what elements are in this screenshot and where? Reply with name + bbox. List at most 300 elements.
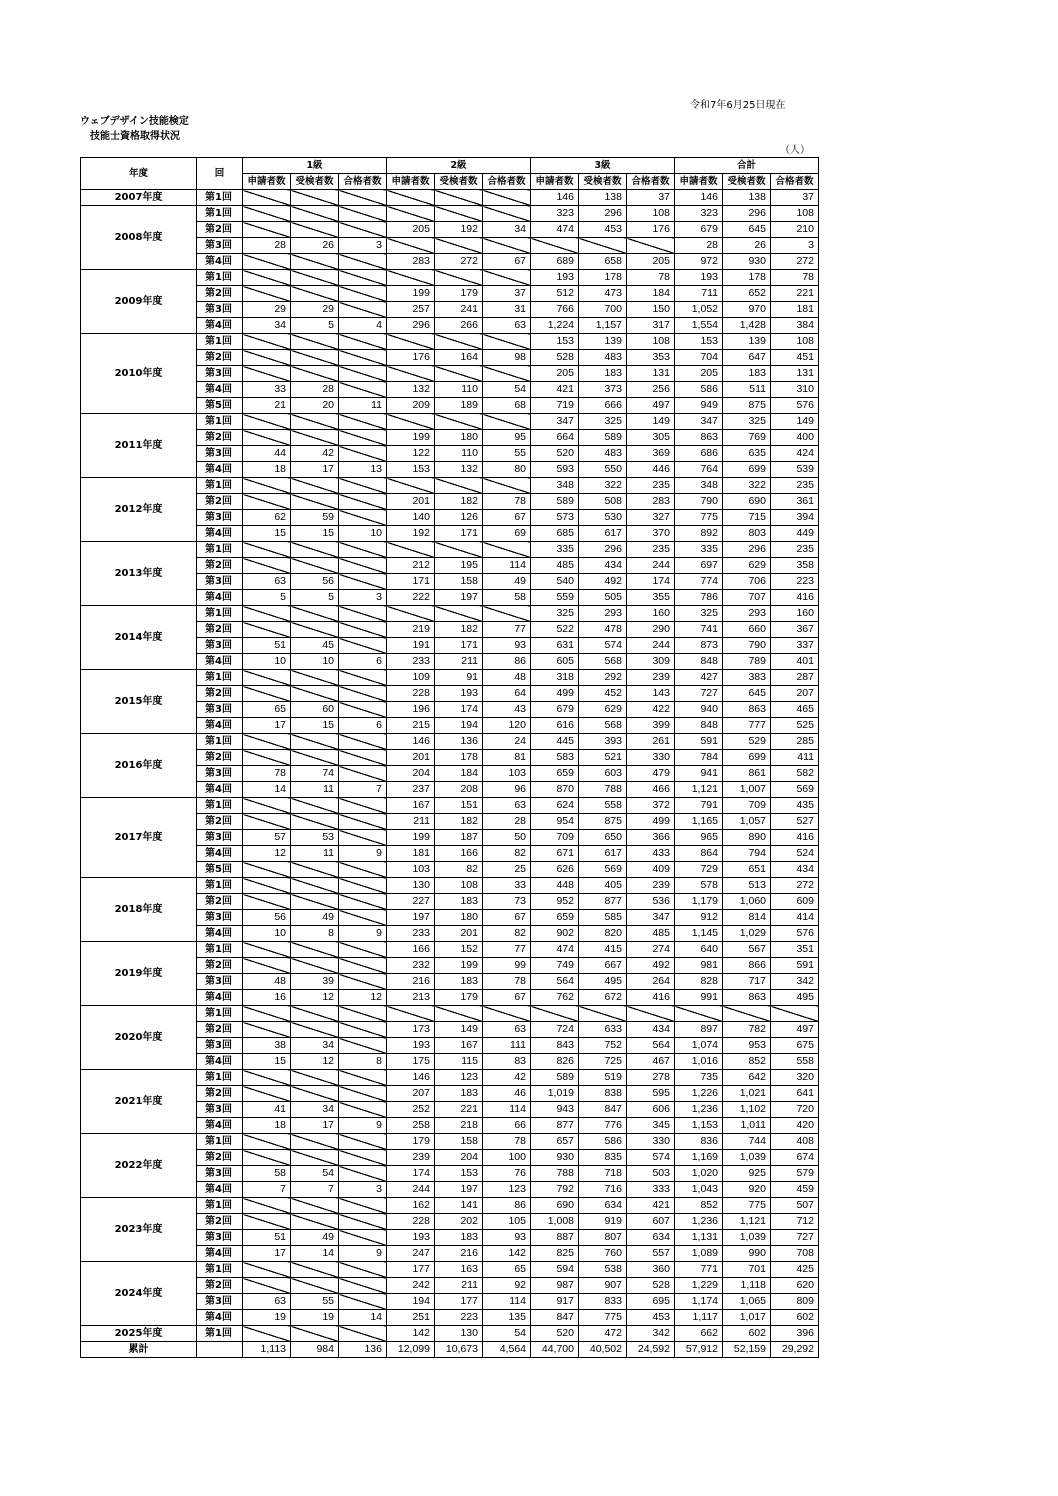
- value-cell: 686: [675, 446, 723, 462]
- value-cell: 67: [483, 510, 531, 526]
- empty-slash-cell: [483, 238, 531, 254]
- value-cell: 325: [723, 414, 771, 430]
- kai-cell: 第4回: [197, 718, 243, 734]
- empty-slash-cell: [435, 606, 483, 622]
- value-cell: 492: [579, 574, 627, 590]
- value-cell: 695: [627, 1294, 675, 1310]
- value-cell: 473: [579, 286, 627, 302]
- value-cell: 199: [387, 830, 435, 846]
- value-cell: 77: [483, 942, 531, 958]
- table-row: [81, 478, 819, 494]
- empty-slash-cell: [435, 206, 483, 222]
- sub-header: 合格者数: [771, 174, 819, 190]
- value-cell: 794: [723, 846, 771, 862]
- value-cell: 91: [435, 670, 483, 686]
- empty-slash-cell: [339, 1134, 387, 1150]
- value-cell: 452: [579, 686, 627, 702]
- value-cell: 1,157: [579, 318, 627, 334]
- value-cell: 1,117: [675, 1310, 723, 1326]
- value-cell: 184: [435, 766, 483, 782]
- value-cell: 183: [579, 366, 627, 382]
- value-cell: 9: [339, 926, 387, 942]
- value-cell: 685: [531, 526, 579, 542]
- sub-header: 受検者数: [435, 174, 483, 190]
- value-cell: 408: [771, 1134, 819, 1150]
- value-cell: 578: [675, 878, 723, 894]
- value-cell: 820: [579, 926, 627, 942]
- value-cell: 485: [531, 558, 579, 574]
- value-cell: 1,007: [723, 782, 771, 798]
- year-cell: 2024年度: [81, 1262, 197, 1326]
- empty-slash-cell: [339, 1166, 387, 1182]
- value-cell: 594: [531, 1262, 579, 1278]
- value-cell: 146: [675, 190, 723, 206]
- empty-slash-cell: [483, 366, 531, 382]
- kai-cell: 第2回: [197, 1086, 243, 1102]
- value-cell: 258: [387, 1118, 435, 1134]
- empty-slash-cell: [387, 206, 435, 222]
- value-cell: 251: [387, 1310, 435, 1326]
- value-cell: 503: [627, 1166, 675, 1182]
- value-cell: 305: [627, 430, 675, 446]
- value-cell: 333: [627, 1182, 675, 1198]
- unit-label: （人）: [780, 145, 810, 156]
- value-cell: 11: [339, 398, 387, 414]
- empty-slash-cell: [243, 798, 291, 814]
- value-cell: 635: [723, 446, 771, 462]
- value-cell: 202: [435, 1214, 483, 1230]
- value-cell: 330: [627, 1134, 675, 1150]
- value-cell: 347: [531, 414, 579, 430]
- value-cell: 568: [579, 718, 627, 734]
- kai-cell: 第4回: [197, 590, 243, 606]
- value-cell: 131: [771, 366, 819, 382]
- value-cell: 171: [435, 526, 483, 542]
- value-cell: 182: [435, 814, 483, 830]
- value-cell: 82: [435, 862, 483, 878]
- kai-cell: 第3回: [197, 638, 243, 654]
- value-cell: 3: [339, 590, 387, 606]
- value-cell: 347: [627, 910, 675, 926]
- value-cell: 178: [579, 270, 627, 286]
- kai-cell: 第4回: [197, 654, 243, 670]
- value-cell: 197: [387, 910, 435, 926]
- value-cell: 467: [627, 1054, 675, 1070]
- value-cell: 697: [675, 558, 723, 574]
- kai-cell: 第4回: [197, 1118, 243, 1134]
- empty-slash-cell: [483, 1006, 531, 1022]
- value-cell: 689: [531, 254, 579, 270]
- empty-slash-cell: [339, 974, 387, 990]
- value-cell: 603: [579, 766, 627, 782]
- empty-slash-cell: [291, 606, 339, 622]
- value-cell: 567: [723, 942, 771, 958]
- value-cell: 108: [627, 206, 675, 222]
- kai-cell: 第1回: [197, 542, 243, 558]
- value-cell: 667: [579, 958, 627, 974]
- value-cell: 775: [579, 1310, 627, 1326]
- value-cell: 465: [771, 702, 819, 718]
- empty-slash-cell: [291, 686, 339, 702]
- value-cell: 642: [723, 1070, 771, 1086]
- empty-slash-cell: [291, 1326, 339, 1342]
- kai-cell: 第3回: [197, 302, 243, 318]
- value-cell: 78: [483, 1134, 531, 1150]
- value-cell: 310: [771, 382, 819, 398]
- value-cell: 183: [435, 974, 483, 990]
- value-cell: 539: [771, 462, 819, 478]
- year-cell: 2016年度: [81, 734, 197, 798]
- value-cell: 809: [771, 1294, 819, 1310]
- year-cell: 2009年度: [81, 270, 197, 334]
- value-cell: 671: [531, 846, 579, 862]
- value-cell: 707: [723, 590, 771, 606]
- value-cell: 735: [675, 1070, 723, 1086]
- value-cell: 136: [435, 734, 483, 750]
- kai-cell: 第1回: [197, 1326, 243, 1342]
- value-cell: 416: [771, 590, 819, 606]
- value-cell: 191: [387, 638, 435, 654]
- value-cell: 7: [291, 1182, 339, 1198]
- empty-slash-cell: [339, 878, 387, 894]
- value-cell: 453: [627, 1310, 675, 1326]
- value-cell: 211: [387, 814, 435, 830]
- empty-slash-cell: [339, 350, 387, 366]
- value-cell: 420: [771, 1118, 819, 1134]
- empty-slash-cell: [435, 542, 483, 558]
- value-cell: 122: [387, 446, 435, 462]
- value-cell: 194: [435, 718, 483, 734]
- value-cell: 589: [531, 1070, 579, 1086]
- value-cell: 41: [243, 1102, 291, 1118]
- value-cell: 495: [579, 974, 627, 990]
- value-cell: 727: [771, 1230, 819, 1246]
- value-cell: 987: [531, 1278, 579, 1294]
- report-date: 令和7年6月25日現在: [690, 100, 786, 111]
- value-cell: 58: [483, 590, 531, 606]
- value-cell: 264: [627, 974, 675, 990]
- value-cell: 51: [243, 638, 291, 654]
- value-cell: 650: [579, 830, 627, 846]
- value-cell: 296: [579, 206, 627, 222]
- value-cell: 1,043: [675, 1182, 723, 1198]
- value-cell: 1,017: [723, 1310, 771, 1326]
- value-cell: 18: [243, 462, 291, 478]
- value-cell: 569: [771, 782, 819, 798]
- empty-slash-cell: [339, 750, 387, 766]
- value-cell: 1,065: [723, 1294, 771, 1310]
- value-cell: 42: [483, 1070, 531, 1086]
- value-cell: 177: [387, 1262, 435, 1278]
- value-cell: 244: [387, 1182, 435, 1198]
- value-cell: 34: [483, 222, 531, 238]
- group-header: 1級: [243, 158, 387, 174]
- value-cell: 399: [627, 718, 675, 734]
- value-cell: 177: [435, 1294, 483, 1310]
- value-cell: 50: [483, 830, 531, 846]
- value-cell: 266: [435, 318, 483, 334]
- value-cell: 309: [627, 654, 675, 670]
- value-cell: 132: [435, 462, 483, 478]
- value-cell: 522: [531, 622, 579, 638]
- kai-cell: 第3回: [197, 366, 243, 382]
- total-value-cell: 1,113: [243, 1342, 291, 1358]
- value-cell: 775: [675, 510, 723, 526]
- kai-cell: 第2回: [197, 814, 243, 830]
- value-cell: 235: [771, 478, 819, 494]
- value-cell: 583: [531, 750, 579, 766]
- value-cell: 175: [387, 1054, 435, 1070]
- value-cell: 33: [243, 382, 291, 398]
- kai-cell: 第2回: [197, 750, 243, 766]
- value-cell: 3: [771, 238, 819, 254]
- value-cell: 10: [243, 926, 291, 942]
- value-cell: 952: [531, 894, 579, 910]
- value-cell: 335: [531, 542, 579, 558]
- empty-slash-cell: [243, 670, 291, 686]
- value-cell: 790: [675, 494, 723, 510]
- value-cell: 322: [579, 478, 627, 494]
- empty-slash-cell: [723, 1006, 771, 1022]
- value-cell: 290: [627, 622, 675, 638]
- empty-slash-cell: [339, 1230, 387, 1246]
- value-cell: 852: [675, 1198, 723, 1214]
- value-cell: 6: [339, 654, 387, 670]
- value-cell: 602: [771, 1310, 819, 1326]
- value-cell: 474: [531, 222, 579, 238]
- value-cell: 361: [771, 494, 819, 510]
- value-cell: 205: [627, 254, 675, 270]
- value-cell: 179: [435, 286, 483, 302]
- table-row: [81, 190, 819, 206]
- value-cell: 199: [387, 286, 435, 302]
- value-cell: 383: [723, 670, 771, 686]
- kai-cell: 第1回: [197, 190, 243, 206]
- value-cell: 400: [771, 430, 819, 446]
- value-cell: 699: [723, 462, 771, 478]
- empty-slash-cell: [291, 1070, 339, 1086]
- value-cell: 201: [387, 750, 435, 766]
- value-cell: 111: [483, 1038, 531, 1054]
- value-cell: 82: [483, 846, 531, 862]
- value-cell: 836: [675, 1134, 723, 1150]
- empty-slash-cell: [483, 478, 531, 494]
- value-cell: 28: [243, 238, 291, 254]
- value-cell: 448: [531, 878, 579, 894]
- value-cell: 60: [291, 702, 339, 718]
- value-cell: 15: [291, 718, 339, 734]
- empty-slash-cell: [387, 334, 435, 350]
- total-value-cell: 44,700: [531, 1342, 579, 1358]
- table-row: [81, 206, 819, 222]
- value-cell: 108: [627, 334, 675, 350]
- empty-slash-cell: [483, 190, 531, 206]
- value-cell: 511: [723, 382, 771, 398]
- value-cell: 256: [627, 382, 675, 398]
- empty-slash-cell: [339, 830, 387, 846]
- value-cell: 55: [483, 446, 531, 462]
- value-cell: 17: [291, 1118, 339, 1134]
- value-cell: 719: [531, 398, 579, 414]
- value-cell: 193: [675, 270, 723, 286]
- year-cell: 2007年度: [81, 190, 197, 206]
- value-cell: 100: [483, 1150, 531, 1166]
- value-cell: 296: [723, 206, 771, 222]
- value-cell: 176: [627, 222, 675, 238]
- kai-cell: 第3回: [197, 1294, 243, 1310]
- value-cell: 1,224: [531, 318, 579, 334]
- value-cell: 479: [627, 766, 675, 782]
- year-cell: 2025年度: [81, 1326, 197, 1342]
- value-cell: 848: [675, 718, 723, 734]
- value-cell: 749: [531, 958, 579, 974]
- value-cell: 34: [291, 1102, 339, 1118]
- value-cell: 393: [579, 734, 627, 750]
- value-cell: 843: [531, 1038, 579, 1054]
- value-cell: 369: [627, 446, 675, 462]
- sub-header: 申請者数: [387, 174, 435, 190]
- value-cell: 64: [483, 686, 531, 702]
- table-body: [81, 190, 819, 1358]
- value-cell: 605: [531, 654, 579, 670]
- empty-slash-cell: [339, 1070, 387, 1086]
- value-cell: 78: [483, 974, 531, 990]
- value-cell: 930: [531, 1150, 579, 1166]
- value-cell: 210: [771, 222, 819, 238]
- value-cell: 524: [771, 846, 819, 862]
- value-cell: 150: [627, 302, 675, 318]
- kai-cell: 第3回: [197, 974, 243, 990]
- value-cell: 223: [771, 574, 819, 590]
- value-cell: 564: [531, 974, 579, 990]
- total-value-cell: 12,099: [387, 1342, 435, 1358]
- total-value-cell: 984: [291, 1342, 339, 1358]
- value-cell: 887: [531, 1230, 579, 1246]
- empty-slash-cell: [339, 542, 387, 558]
- empty-slash-cell: [579, 238, 627, 254]
- total-value-cell: 24,592: [627, 1342, 675, 1358]
- sub-header: 受検者数: [291, 174, 339, 190]
- kai-cell: 第1回: [197, 206, 243, 222]
- empty-slash-cell: [243, 206, 291, 222]
- value-cell: 485: [627, 926, 675, 942]
- value-cell: 158: [435, 1134, 483, 1150]
- total-value-cell: 52,159: [723, 1342, 771, 1358]
- value-cell: 445: [531, 734, 579, 750]
- value-cell: 416: [771, 830, 819, 846]
- value-cell: 235: [771, 542, 819, 558]
- value-cell: 320: [771, 1070, 819, 1086]
- empty-slash-cell: [387, 542, 435, 558]
- value-cell: 29: [291, 302, 339, 318]
- value-cell: 96: [483, 782, 531, 798]
- table-row: [81, 1326, 819, 1342]
- value-cell: 162: [387, 1198, 435, 1214]
- value-cell: 512: [531, 286, 579, 302]
- value-cell: 536: [627, 894, 675, 910]
- value-cell: 727: [675, 686, 723, 702]
- value-cell: 193: [387, 1230, 435, 1246]
- value-cell: 519: [579, 1070, 627, 1086]
- value-cell: 130: [387, 878, 435, 894]
- value-cell: 327: [627, 510, 675, 526]
- value-cell: 167: [387, 798, 435, 814]
- value-cell: 228: [387, 686, 435, 702]
- empty-slash-cell: [243, 622, 291, 638]
- value-cell: 472: [579, 1326, 627, 1342]
- empty-slash-cell: [339, 910, 387, 926]
- value-cell: 920: [723, 1182, 771, 1198]
- table-row: [81, 270, 819, 286]
- empty-slash-cell: [339, 430, 387, 446]
- empty-slash-cell: [243, 286, 291, 302]
- value-cell: 95: [483, 430, 531, 446]
- year-cell: 2023年度: [81, 1198, 197, 1262]
- value-cell: 434: [771, 862, 819, 878]
- value-cell: 78: [627, 270, 675, 286]
- value-cell: 160: [771, 606, 819, 622]
- value-cell: 790: [723, 638, 771, 654]
- empty-slash-cell: [339, 494, 387, 510]
- value-cell: 180: [435, 910, 483, 926]
- value-cell: 86: [483, 654, 531, 670]
- value-cell: 629: [579, 702, 627, 718]
- value-cell: 146: [387, 734, 435, 750]
- empty-slash-cell: [339, 686, 387, 702]
- empty-slash-cell: [291, 942, 339, 958]
- value-cell: 1,145: [675, 926, 723, 942]
- value-cell: 662: [675, 1326, 723, 1342]
- value-cell: 965: [675, 830, 723, 846]
- document-subtitle: 技能士資格取得状況: [90, 131, 180, 142]
- value-cell: 48: [483, 670, 531, 686]
- value-cell: 877: [579, 894, 627, 910]
- empty-slash-cell: [387, 414, 435, 430]
- empty-slash-cell: [243, 750, 291, 766]
- kai-cell: 第3回: [197, 446, 243, 462]
- value-cell: 219: [387, 622, 435, 638]
- value-cell: 98: [483, 350, 531, 366]
- value-cell: 1,039: [723, 1150, 771, 1166]
- value-cell: 10: [291, 654, 339, 670]
- empty-slash-cell: [291, 1134, 339, 1150]
- value-cell: 1,165: [675, 814, 723, 830]
- empty-slash-cell: [339, 1022, 387, 1038]
- empty-slash-cell: [243, 878, 291, 894]
- empty-slash-cell: [243, 862, 291, 878]
- empty-slash-cell: [243, 958, 291, 974]
- value-cell: 520: [531, 1326, 579, 1342]
- value-cell: 607: [627, 1214, 675, 1230]
- value-cell: 216: [387, 974, 435, 990]
- empty-slash-cell: [243, 1214, 291, 1230]
- value-cell: 1,057: [723, 814, 771, 830]
- value-cell: 1,021: [723, 1086, 771, 1102]
- kai-cell: 第1回: [197, 478, 243, 494]
- empty-slash-cell: [291, 750, 339, 766]
- value-cell: 14: [291, 1246, 339, 1262]
- value-cell: 83: [483, 1054, 531, 1070]
- value-cell: 373: [579, 382, 627, 398]
- value-cell: 78: [243, 766, 291, 782]
- value-cell: 1,089: [675, 1246, 723, 1262]
- value-cell: 153: [387, 462, 435, 478]
- value-cell: 34: [243, 318, 291, 334]
- value-cell: 870: [531, 782, 579, 798]
- value-cell: 348: [675, 478, 723, 494]
- value-cell: 7: [243, 1182, 291, 1198]
- value-cell: 528: [627, 1278, 675, 1294]
